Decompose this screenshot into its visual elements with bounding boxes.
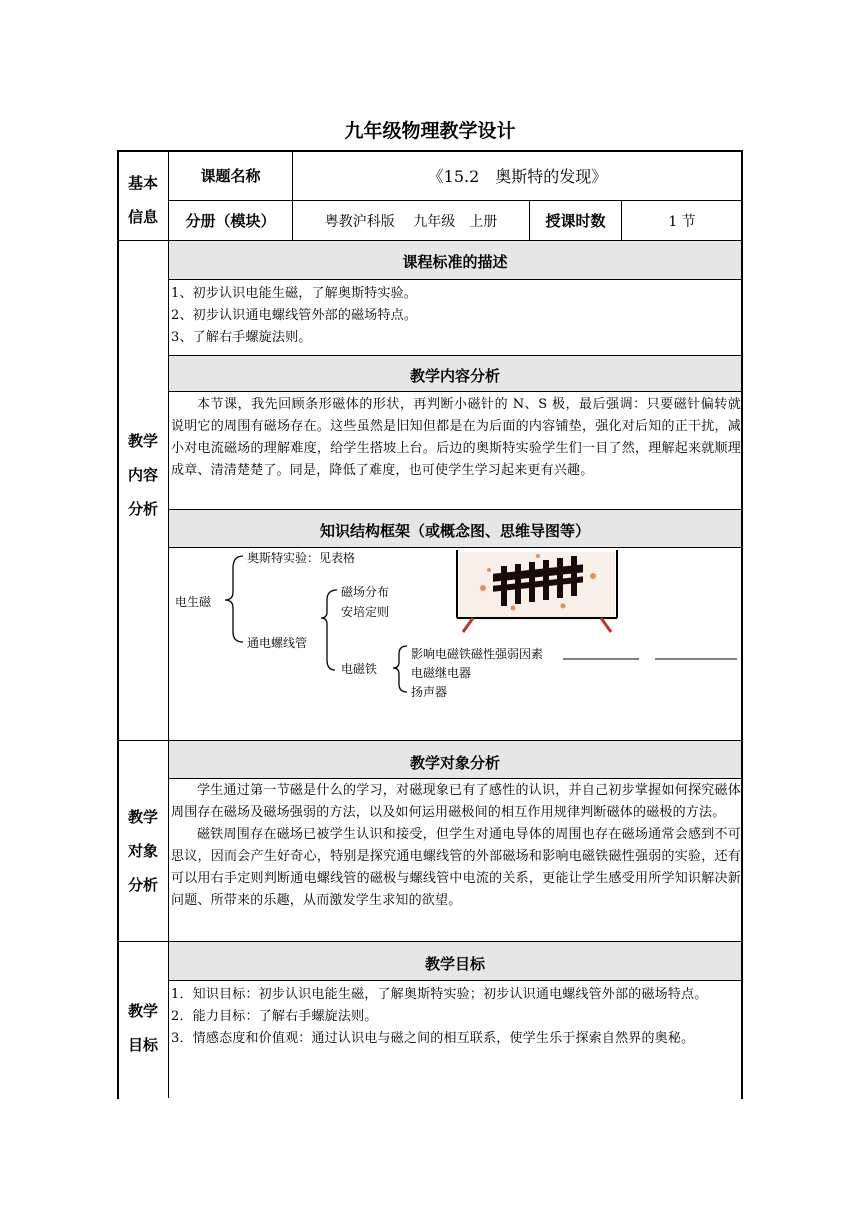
standard-item: 2、初步认识通电螺线管外部的磁场特点。 — [171, 308, 418, 323]
standard-item: 1、初步认识电能生磁，了解奥斯特实验。 — [171, 286, 418, 301]
content-paragraph: 本节课，我先回顾条形磁体的形状，再判断小磁针的 N、S 极，最后强调：只要磁针偏转就说明它的周围有磁场存在。这些虽然是旧知但都是在为后面的内容铺垫，强化对后知的正干扰，减小对电流磁场的理解难度，给学生搭坡上台。后边的奥斯特实验学生们一目了然，理解起来就顺理成章、清清楚楚了。同是，降低了难度，也可使学生学习起来更有兴趣。 — [171, 397, 741, 478]
framework-leaf-factors: 影响电磁铁磁性强弱因素 — [411, 647, 544, 661]
side-label-line: 教学 — [127, 1002, 158, 1020]
side-label-line: 对象 — [127, 842, 158, 860]
side-label-line: 分析 — [127, 876, 158, 894]
objective-item: 2．能力目标：了解右手螺旋法则。 — [171, 1009, 378, 1024]
objectives-label — [117, 994, 169, 1062]
framework-sub-ampere: 安培定则 — [341, 605, 390, 619]
side-label-line: 内容 — [127, 466, 158, 484]
hours-label: 授课时数 — [545, 212, 606, 230]
objectives-list — [171, 984, 741, 1050]
module-value: 粤教沪科版 九年级 上册 — [324, 213, 498, 230]
objective-item: 3．情感态度和价值观：通过认识电与磁之间的相互联系，使学生乐于探索自然界的奥秘。 — [171, 1031, 695, 1046]
row-divider — [168, 980, 742, 981]
objectives-heading: 教学目标 — [424, 955, 485, 973]
row-divider — [168, 391, 742, 392]
framework-branch-solenoid: 通电螺线管 — [247, 636, 308, 650]
knowledge-framework-diagram — [171, 548, 741, 738]
side-label-line: 基本 — [127, 174, 158, 192]
content-analysis-label — [117, 424, 169, 526]
objective-item: 1．知识目标：初步认识电能生磁，了解奥斯特实验；初步认识通电螺线管外部的磁场特点。 — [171, 987, 708, 1002]
framework-root: 电生磁 — [175, 595, 212, 609]
side-label-line: 教学 — [127, 808, 158, 826]
student-analysis-label — [117, 800, 169, 902]
student-text-block — [171, 780, 741, 912]
standards-list — [171, 283, 741, 349]
electromagnet-figure — [453, 548, 623, 638]
framework-heading: 知识结构框架（或概念图、思维导图等） — [319, 522, 590, 540]
framework-leaf-relay: 电磁继电器 — [411, 666, 472, 680]
module-label: 分册（模块） — [185, 212, 276, 230]
topic-value: 《15.2 奥斯特的发现》 — [427, 167, 608, 186]
framework-sub-electromagnet: 电磁铁 — [341, 662, 378, 676]
row-divider — [168, 279, 742, 280]
framework-leaf-speaker: 扬声器 — [411, 685, 448, 699]
standards-heading: 课程标准的描述 — [402, 253, 508, 271]
content-heading: 教学内容分析 — [409, 367, 500, 385]
standard-item: 3、了解右手螺旋法则。 — [171, 330, 312, 345]
framework-sub-field: 磁场分布 — [341, 585, 390, 599]
content-text-block — [171, 394, 741, 482]
student-paragraph: 学生通过第一节磁是什么的学习，对磁现象已有了感性的认识，并自己初步掌握如何探究磁体周围存在磁场及磁场强弱的方法，以及如何运用磁极间的相互作用规律判断磁体的磁极的方法。 — [171, 783, 741, 820]
student-paragraph: 磁铁周围存在磁场已被学生认识和接受，但学生对通电导体的周围也存在磁场通常会感到不可思议，因而会产生好奇心，特别是探究通电螺线管的外部磁场和影响电磁铁磁性强弱的实验，还有可以用右手定则判断通电螺线管的磁极与螺线管中电流的关系，更能让学生感受用所学知识解决新问题、所带来的乐趣，从而激发学生求知的欲望。 — [171, 827, 741, 908]
student-heading: 教学对象分析 — [409, 754, 500, 772]
basic-info-label — [117, 166, 169, 234]
side-label-line: 信息 — [127, 208, 158, 226]
side-label-line: 分析 — [127, 500, 158, 518]
topic-label: 课题名称 — [200, 167, 261, 185]
framework-branch-oersted: 奥斯特实验：见表格 — [247, 551, 356, 565]
page-title: 九年级物理教学设计 — [344, 120, 516, 142]
row-divider — [168, 778, 742, 779]
hours-value: 1 节 — [668, 213, 696, 230]
side-label-line: 教学 — [127, 432, 158, 450]
side-label-line: 目标 — [127, 1036, 158, 1054]
